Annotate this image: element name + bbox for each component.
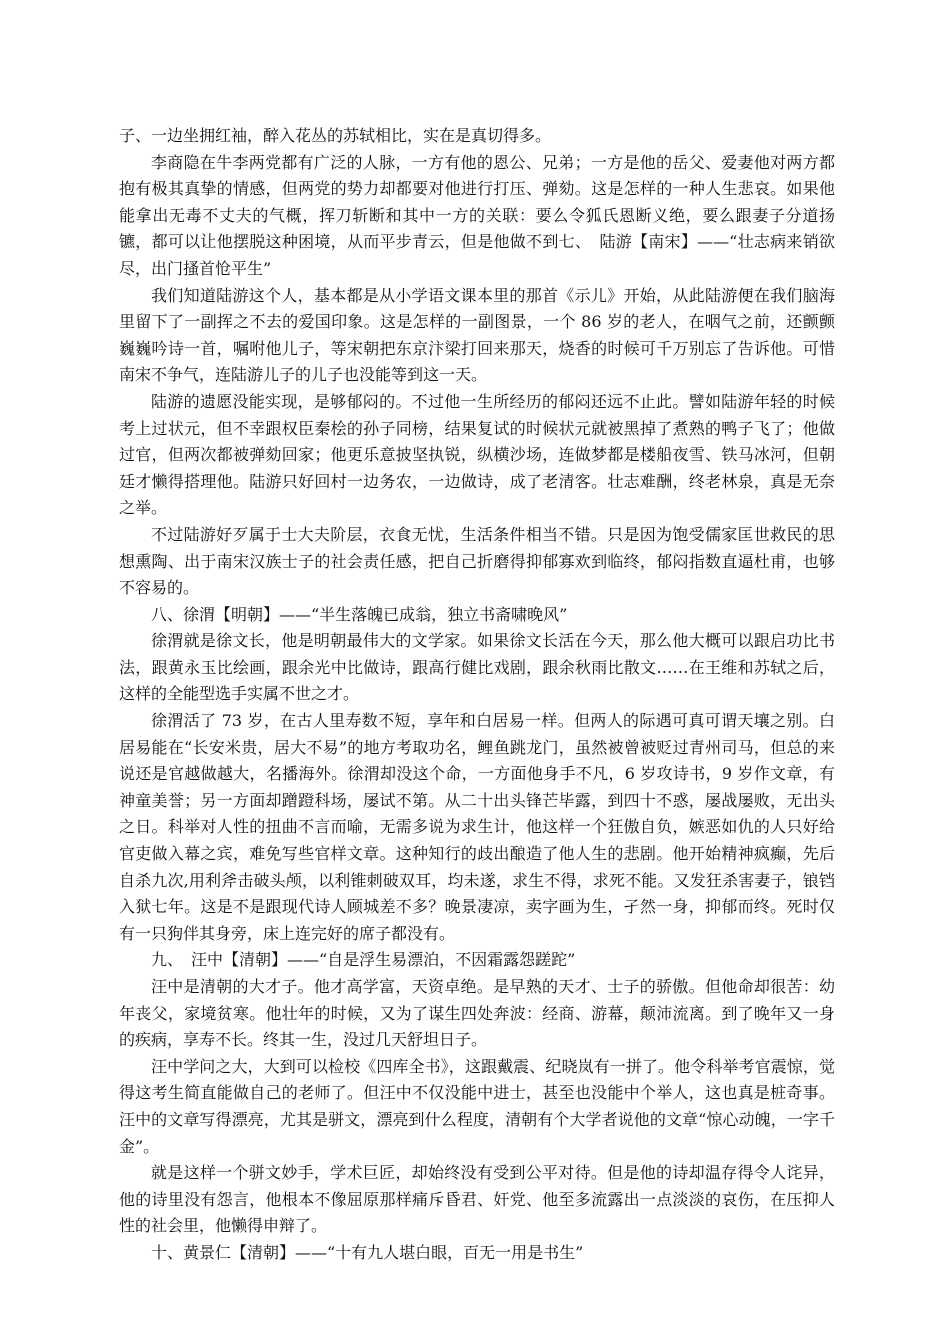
section-heading-wang-zhong: 九、 汪中【清朝】——“自是浮生易漂泊，不因霜露怨蹉跎” bbox=[151, 950, 576, 970]
paragraph-xu-wei-life: 徐渭活了 73 岁，在古人里寿数不短，享年和白居易一样。但两人的际遇可真可谓天壤之别。白居易能在“长安米贵，居大不易”的地方考取功名，鲤鱼跳龙门，虽然被曾被贬过青州司马，但总的来说还是官越做越大，名播海外。徐渭却没这个命，一方面他身手不凡，6 岁攻诗书，9 岁作文章，有神童美誉；另一方面却蹭蹬科场，屡试不第。从二十出头锋芒毕露，到四十不惑，屡战屡败，无出头之日。科举对人性的扭曲不言而喻，无需多说为求生计，他这样一个狂傲自负，嫉恶如仇的人只好给官吏做入幕之宾，难免写些官样文章。这种知行的歧出酿造了他人生的悲剧。他开始精神疯癫，先后自杀九次,用利斧击破头颅，以利锥刺破双耳，均未遂，求生不得，求死不能。又发狂杀害妻子，锒铛入狱七年。这是不是跟现代诗人顾城差不多？晚景凄凉，卖字画为生，孑然一身，抑郁而终。死时仅有一只狗伴其身旁，床上连完好的席子都没有。 bbox=[119, 711, 835, 943]
paragraph-wang-zhong-learning: 汪中学问之大，大到可以检校《四库全书》，这跟戴震、纪晓岚有一拼了。他令科举考官震惊，觉得这考生简直能做自己的老师了。但汪中不仅没能中进士，甚至也没能中个举人，这也真是桩奇事。汪中的文章写得漂亮，尤其是骈文，漂亮到什么程度，清朝有个大学者说他的文章“惊心动魄，一字千金”。 bbox=[119, 1056, 835, 1156]
document-page bbox=[119, 123, 835, 1267]
paragraph-lu-you-conclusion: 不过陆游好歹属于士大夫阶层，衣食无忧，生活条件相当不错。只是因为饱受儒家匡世救民的思想熏陶、出于南宋汉族士子的社会责任感，把自己折磨得抑郁寡欢到临终，郁闷指数直逼杜甫，也够不容易的。 bbox=[119, 524, 835, 598]
paragraph-li-shangyin: 李商隐在牛李两党都有广泛的人脉，一方有他的恩公、兄弟；一方是他的岳父、爱妻他对两方都抱有极其真挚的情感，但两党的势力却都要对他进行打压、弹劾。这是怎样的一种人生悲哀。如果他能拿出无毒不丈夫的气概，挥刀斩断和其中一方的关联：要么令狐氏恩断义绝，要么跟妻子分道扬镳，都可以让他摆脱这种困境，从而平步青云，但是他做不到七、 陆游【南宋】——“壮志病来销欲尽，出门搔首怆平生” bbox=[119, 152, 835, 278]
paragraph-continuation: 子、一边坐拥红袖，醉入花丛的苏轼相比，实在是真切得多。 bbox=[119, 126, 552, 145]
paragraph-wang-zhong-poetry: 就是这样一个骈文妙手，学术巨匠，却始终没有受到公平对待。但是他的诗却温存得令人诧异，他的诗里没有怨言，他根本不像屈原那样痛斥昏君、奸党、他至多流露出一点淡淡的哀伤，在压抑人性的社会里，他懒得申辩了。 bbox=[119, 1163, 835, 1236]
section-heading-xu-wei: 八、徐渭【明朝】——“半生落魄已成翁，独立书斋啸晚风” bbox=[151, 604, 568, 624]
section-heading-huang-jingren: 十、黄景仁【清朝】——“十有九人堪白眼，百无一用是书生” bbox=[151, 1242, 584, 1262]
paragraph-wang-zhong-intro: 汪中是清朝的大才子。他才高学富，天资卓绝。是早熟的天才、士子的骄傲。但他命却很苦：幼年丧父，家境贫寒。他壮年的时候，又为了谋生四处奔波：经商、游幕，颠沛流离。到了晚年又一身的疾病，享寿不长。终其一生，没过几天舒坦日子。 bbox=[119, 977, 835, 1050]
paragraph-lu-you-intro: 我们知道陆游这个人，基本都是从小学语文课本里的那首《示儿》开始，从此陆游便在我们脑海里留下了一副挥之不去的爱国印象。这是怎样的一副图景，一个 86 岁的老人，在咽气之前，还颤颤巍巍吟诗一首，嘱咐他儿子，等宋朝把东京汴梁打回来那天，烧香的时候可千万别忘了告诉他。可惜南宋不争气，连陆游儿子的儿子也没能等到这一天。 bbox=[119, 285, 835, 385]
paragraph-lu-you-frustration: 陆游的遗愿没能实现，是够郁闷的。不过他一生所经历的郁闷还远不止此。譬如陆游年轻的时候考上过状元，但不幸跟权臣秦桧的孙子同榜，结果复试的时候状元就被黑掉了煮熟的鸭子飞了；他做过官，但两次都被弹劾回家；他更乐意披坚执锐，纵横沙场，连做梦都是楼船夜雪、铁马冰河，但朝廷才懒得搭理他。陆游只好回村一边务农，一边做诗，成了老清客。壮志难酬，终老林泉，真是无奈之举。 bbox=[119, 391, 835, 518]
paragraph-xu-wei-intro: 徐渭就是徐文长，他是明朝最伟大的文学家。如果徐文长活在今天，那么他大概可以跟启功比书法，跟黄永玉比绘画，跟余光中比做诗，跟高行健比戏剧，跟余秋雨比散文……在王维和苏轼之后，这样的全能型选手实属不世之才。 bbox=[119, 631, 835, 704]
